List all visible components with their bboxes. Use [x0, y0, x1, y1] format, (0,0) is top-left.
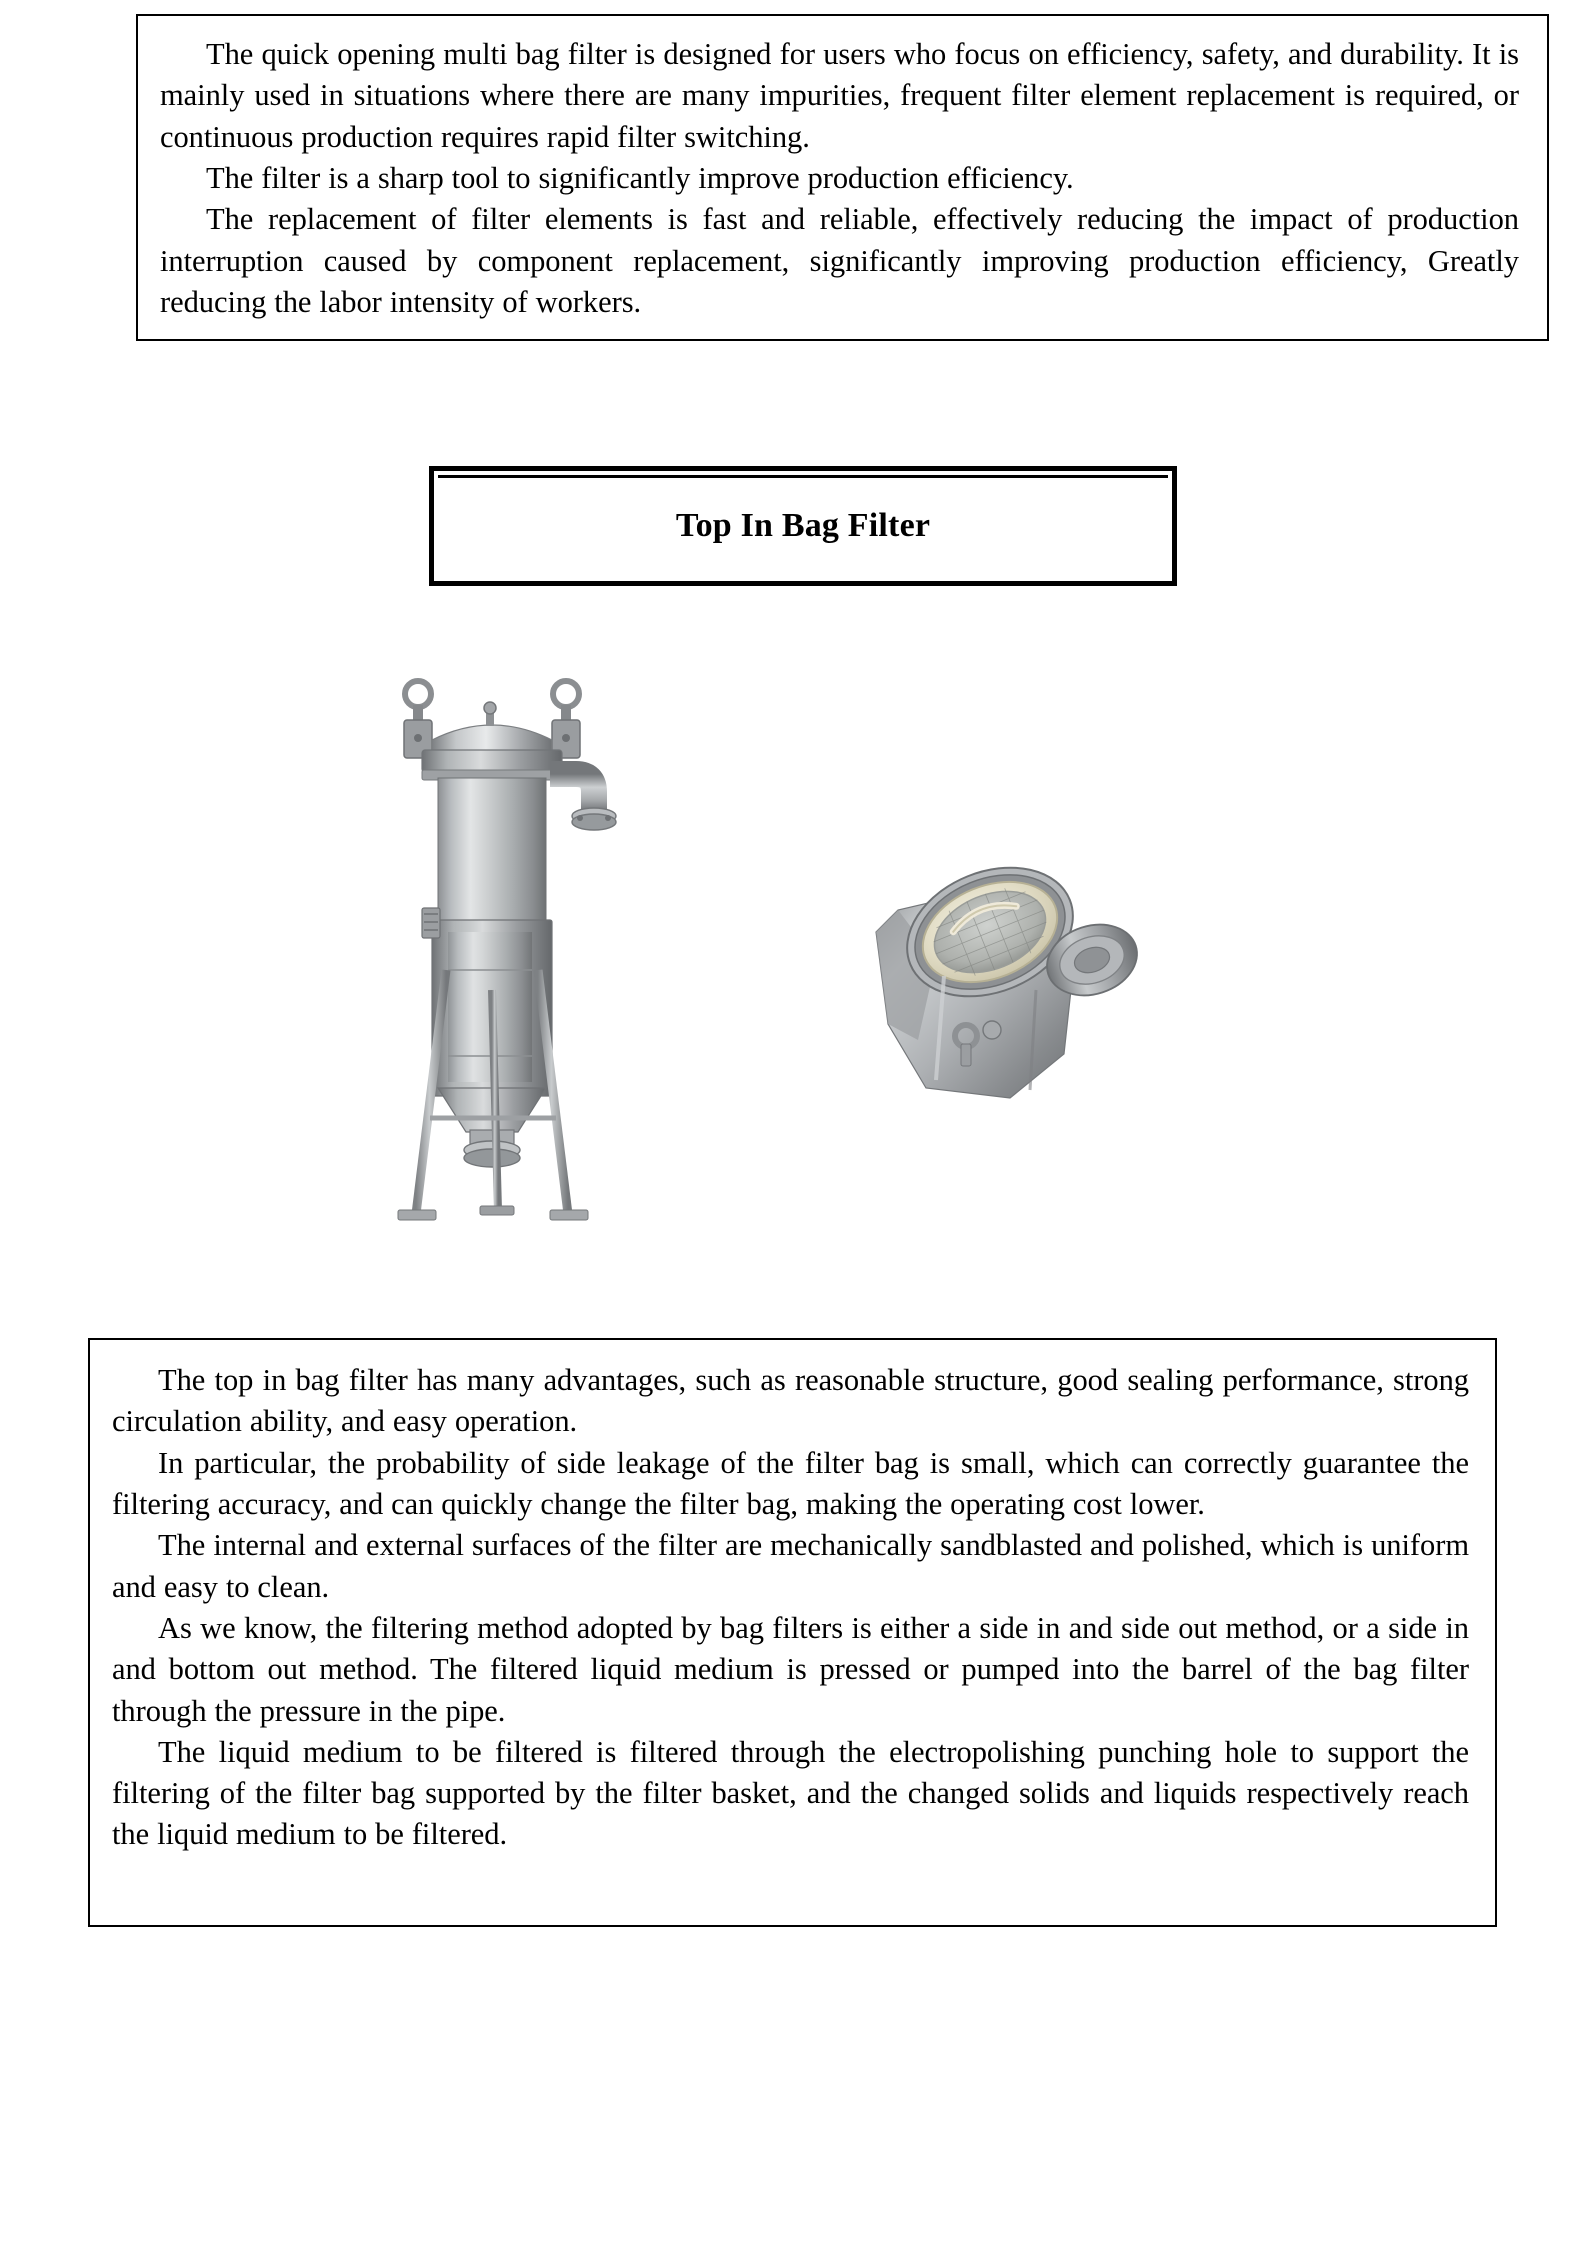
intro-text-box [136, 14, 1549, 341]
details-paragraph-3: The internal and external surfaces of the filter are mechanically sandblasted and polished, which is uniform and easy to clean. [112, 1528, 1469, 1604]
details-paragraph-5: The liquid medium to be filtered is filtered through the electropolishing punching hole to support the filtering of the filter bag supported by the filter basket, and the changed solids and liquids respectively reach the liquid medium to be filtered. [112, 1734, 1469, 1852]
details-paragraph-1: The top in bag filter has many advantages, such as reasonable structure, good sealing performance, strong circulation ability, and easy operation. [112, 1363, 1469, 1439]
details-text-box [88, 1338, 1497, 1927]
bag-filter-vessel-photo [370, 670, 630, 1260]
lifting-eye-right [553, 681, 579, 707]
intro-paragraph-2: The filter is a sharp tool to significantly improve production efficiency. [206, 160, 1074, 195]
figures-area [0, 640, 1587, 1260]
page-title: Top In Bag Filter [675, 507, 931, 544]
details-paragraph-2: In particular, the probability of side leakage of the filter bag is small, which can correctly guarantee the filtering accuracy, and can quickly change the filter bag, making the operating cost lower. [112, 1445, 1469, 1521]
lifting-eye-left [405, 681, 431, 707]
filter-bag-basket-photo [840, 840, 1160, 1110]
details-paragraph-4: As we know, the filtering method adopted by bag filters is either a side in and side out method, or a side in and bottom out method. The filtered liquid medium is pressed or pumped into the barrel of the bag filter through the pressure in the pipe. [112, 1610, 1469, 1728]
section-title-box [429, 466, 1177, 586]
intro-paragraph-3: The replacement of filter elements is fast and reliable, effectively reducing the impact of production interruption caused by component replacement, significantly improving production efficiency, Greatly reducing the labor intensity of workers. [160, 202, 1519, 319]
intro-paragraph-1: The quick opening multi bag filter is designed for users who focus on efficiency, safety, and durability. It is mainly used in situations where there are many impurities, frequent filter element replacement is required, or continuous production requires rapid filter switching. [160, 37, 1519, 154]
title-box-inner-rule [438, 475, 1168, 478]
